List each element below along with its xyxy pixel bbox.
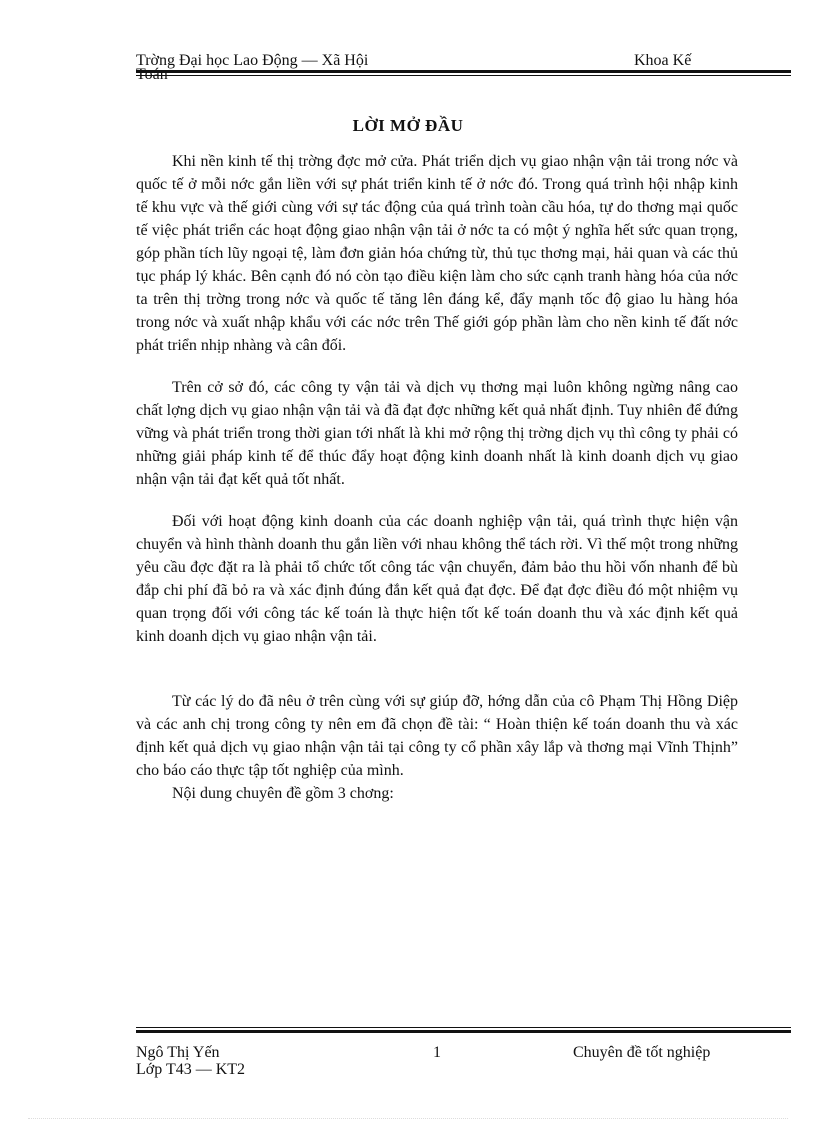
paragraph-1: Khi nền kinh tế thị trờng đợc mở cửa. Phát triển dịch vụ giao nhận vận tải trong nớc và quốc tế ở mỗi nớc gắn liền với sự phát triển kinh tế ở nớc đó. Trong quá trình hội nhập kinh tế khu vực và thế giới cùng với sự tác động của quá trình toàn cầu hóa, tự do thơng mại quốc tế việc phát triển các hoạt động giao nhận vận tải ở nớc ta có một ý nghĩa hết sức quan trọng, góp phần tích lũy ngoại tệ, làm đơn giản hóa chứng từ, thủ tục thơng mại, hải quan và các thủ tục pháp lý khác. Bên cạnh đó nó còn tạo điều kiện làm cho sức cạnh tranh hàng hóa của nớc ta trên thị trờng trong nớc và quốc tế tăng lên đáng kể, đẩy mạnh tốc độ giao lu hàng hóa trong nớc và xuất nhập khẩu với các nớc trên Thế giới góp phần làm cho nền kinh tế đất nớc phát triển nhịp nhàng và cân đối. [136, 153, 738, 354]
footer-class: Lớp T43 — KT2 [136, 1061, 246, 1078]
paragraph-2: Trên cở sở đó, các công ty vận tải và dịch vụ thơng mại luôn không ngừng nâng cao chất lợng dịch vụ giao nhận vận tải và đã đạt đợc những kết quả nhất định. Tuy nhiên để đứng vững và phát triển trong thời gian tới nhất là khi mở rộng thị trờng dịch vụ thì công ty phải có những giải pháp kinh tế để thúc đẩy hoạt động kinh doanh nhất là kinh doanh dịch vụ giao nhận vận tải đạt kết quả tốt nhất. [136, 379, 738, 488]
footer-rule-thick [136, 1030, 791, 1033]
paragraph-3: Đối với hoạt động kinh doanh của các doanh nghiệp vận tải, quá trình thực hiện vận chuyển và hình thành doanh thu gắn liền với nhau không thể tách rời. Vì thế một trong những yêu cầu đợc đặt ra là phải tổ chức tốt công tác vận chuyển, đảm bảo thu hồi vốn nhanh để bù đắp chi phí đã bỏ ra và xác định đúng đắn kết quả đạt đợc. Để đạt đợc điều đó một nhiệm vụ quan trọng đối với công tác kế toán là thực hiện tốt kế toán doanh thu và xác định kết quả kinh doanh dịch vụ giao nhận vận tải. [136, 513, 738, 645]
paragraph-4: Từ các lý do đã nêu ở trên cùng với sự giúp đỡ, hớng dẫn của cô Phạm Thị Hồng Diệp và các anh chị trong công ty nên em đã chọn đề tài: “ Hoàn thiện kế toán doanh thu và xác định kết quả dịch vụ giao nhận vận tải tại công ty cổ phần xây lắp và thơng mại Vĩnh Thịnh” cho báo cáo thực tập tốt nghiệp của mình. [136, 693, 738, 779]
header-school: Trờng Đại học Lao Động — Xã Hội [136, 52, 369, 69]
header-rule-thin [136, 75, 791, 76]
page-number: 1 [433, 1044, 441, 1061]
document-body [136, 150, 738, 805]
header-faculty: Khoa Kế [634, 52, 692, 69]
footer-author: Ngô Thị Yến [136, 1044, 220, 1061]
paragraph-5: Nội dung chuyên đề gồm 3 chơng: [172, 785, 394, 802]
header-rule-thick [136, 70, 791, 73]
page-bottom-border [28, 1118, 788, 1119]
page-title: LỜI MỞ ĐẦU [352, 116, 464, 135]
footer-rule-thin [136, 1027, 791, 1028]
footer-report-type: Chuyên đề tốt nghiệp [573, 1044, 711, 1061]
